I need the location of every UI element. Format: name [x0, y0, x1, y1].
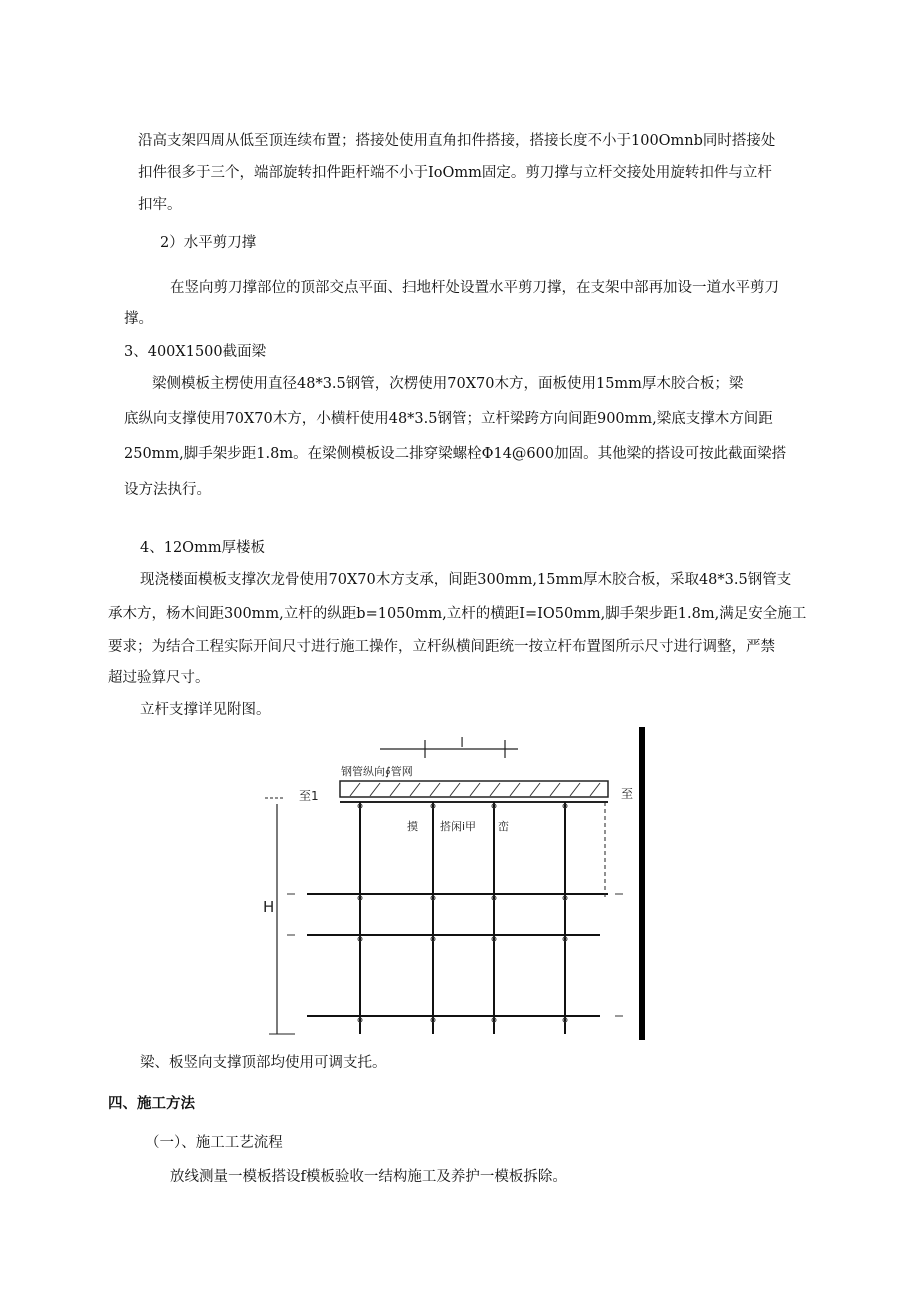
dim-l-label: l	[460, 736, 464, 751]
p4-line-4: 超过验算尺寸。	[108, 670, 210, 686]
p3-line-3: 250mm,脚手架步距1.8m。在梁侧模板设二排穿梁螺栓Φ14@600加固。其他梁的搭设可按此截面梁搭	[124, 446, 787, 462]
p2-line-1: 在竖向剪刀撑部位的顶部交点平面、扫地杆处设置水平剪刀撑，在支架中部再加设一道水平剪刀	[170, 280, 779, 296]
p1-line-2: 扣件很多于三个，端部旋转扣件距杆端不小于IoOmm固定。剪刀撑与立杆交接处用旋转扣件与立杆	[138, 165, 772, 181]
support-diagram	[255, 722, 660, 1044]
process-flow: 放线测量一模板搭设f模板验收一结构施工及养护一模板拆除。	[170, 1169, 567, 1185]
figure-reference: 立杆支撑详见附图。	[140, 702, 271, 718]
heading-horizontal-brace: 2）水平剪刀撑	[160, 235, 257, 251]
h-label: H	[263, 898, 275, 916]
p4-line-2: 承木方，杨木间距300mm,立杆的纵距b=1050mm,立杆的横距I=IO50mm,脚手架步距1.8m,满足安全施工	[108, 606, 807, 622]
p1-line-1: 沿高支架四周从低至顶连续布置；搭接处使用直角扣件搭接，搭接长度不小于100Omnb同时搭接处	[138, 133, 776, 149]
subsection-title: （一）、施工工艺流程	[145, 1135, 283, 1151]
p4-line-3: 要求；为结合工程实际开间尺寸进行施工操作，立杆纵横间距统一按立杆布置图所示尺寸进行调整，严禁	[108, 639, 775, 655]
p1-line-3: 扣牢。	[138, 197, 182, 213]
p3-line-1: 梁侧模板主楞使用直径48*3.5钢管，次楞使用70X70木方，面板使用15mm厚木胶合板；梁	[152, 376, 744, 392]
p3-line-2: 底纵向支撑使用70X70木方，小横杆使用48*3.5钢管；立杆梁跨方向间距900mm,梁底支撑木方间距	[124, 411, 773, 427]
right-top-label: 至	[621, 787, 634, 801]
p2-line-2: 撑。	[124, 311, 153, 327]
p4-line-1: 现浇楼面模板支撑次龙骨使用70X70木方支承，间距300mm,15mm厚木胶合板，采取48*3.5钢管支	[140, 572, 792, 588]
mid-label: 摸 搭闲i甲 峦	[407, 820, 510, 833]
top-pipe-label: 钢管纵向∮管网	[341, 765, 413, 778]
heading-beam: 3、400X1500截面梁	[124, 344, 267, 360]
p3-line-4: 设方法执行。	[124, 482, 211, 498]
after-figure-text: 梁、板竖向支撑顶部均使用可调支托。	[140, 1055, 387, 1071]
left-top-label: 至1	[299, 789, 319, 803]
section-title: 四、施工方法	[108, 1096, 195, 1112]
heading-slab: 4、12Omm厚楼板	[140, 540, 266, 556]
